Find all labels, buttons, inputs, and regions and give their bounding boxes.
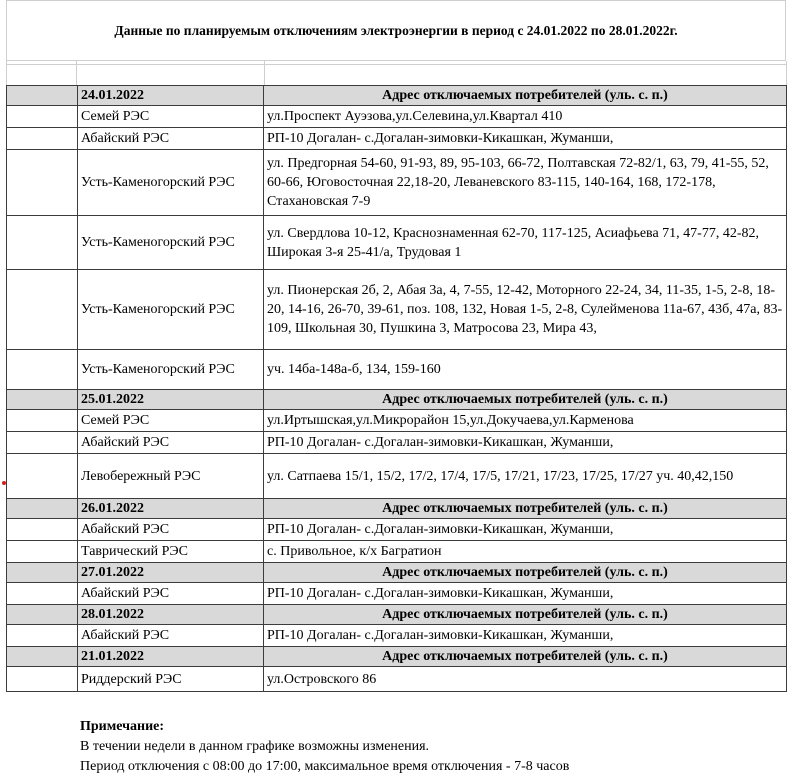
empty-cell (7, 625, 78, 647)
empty-cell (7, 410, 78, 432)
section-date: 24.01.2022 (78, 86, 264, 106)
res-name-cell: Абайский РЭС (78, 432, 264, 454)
table-row (7, 519, 787, 541)
table-row (7, 625, 787, 647)
address-cell: ул.Островского 86 (264, 667, 787, 692)
empty-cell (7, 150, 78, 216)
date-header-row (7, 605, 787, 625)
date-header-row (7, 86, 787, 106)
note-line-2: Период отключения с 08:00 до 17:00, максимальное время отключения - 7-8 часов (80, 759, 570, 774)
table-row (7, 541, 787, 563)
empty-cell (7, 541, 78, 563)
section-date: 25.01.2022 (78, 390, 264, 410)
res-name-cell: Усть-Каменогорский РЭС (78, 270, 264, 350)
note-title-row (6, 717, 787, 737)
red-marker-dot (2, 481, 6, 485)
empty-cell (7, 519, 78, 541)
res-name-cell: Риддерский РЭС (78, 667, 264, 692)
address-cell: ул. Пионерская 2б, 2, Абая 3а, 4, 7-55, 12-42, Моторного 22-24, 34, 11-35, 1-5, 2-8, 18-20, 14-16, 26-70, 39-61, поз. 108, 132, Новая 1-5, 2-8, Сулейменова 11а-67, 43б, 47а, 83-109, Школьная 30, Пушкина 3, Матросова 23, Мира 43, (264, 270, 787, 350)
empty-cell (7, 390, 78, 410)
table-row (7, 667, 787, 692)
empty-cell (7, 106, 78, 128)
outage-table (6, 85, 787, 692)
empty-cell (7, 583, 78, 605)
address-column-header: Адрес отключаемых потребителей (уль. с. п.) (264, 390, 787, 410)
note-title: Примечание: (80, 719, 165, 734)
empty-cell (7, 605, 78, 625)
address-column-header: Адрес отключаемых потребителей (уль. с. п.) (264, 605, 787, 625)
table-row (7, 128, 787, 150)
section-date: 27.01.2022 (78, 563, 264, 583)
empty-cell (7, 647, 78, 667)
res-name-cell: Семей РЭС (78, 410, 264, 432)
note-line (6, 757, 787, 777)
res-name-cell: Левобережный РЭС (78, 454, 264, 499)
empty-cell (7, 563, 78, 583)
address-cell: РП-10 Догалан- с.Догалан-зимовки-Кикашкан, Жуманши, (264, 583, 787, 605)
table-row (7, 270, 787, 350)
address-cell: ул. Свердлова 10-12, Краснознаменная 62-70, 117-125, Асиафьева 71, 47-77, 42-82, Широкая 3-я 25-41/а, Трудовая 1 (264, 216, 787, 270)
res-name-cell: Усть-Каменогорский РЭС (78, 350, 264, 390)
empty-cell (7, 128, 78, 150)
empty-cell (7, 432, 78, 454)
table-row (7, 454, 787, 499)
table-row (7, 432, 787, 454)
address-cell: ул. Сатпаева 15/1, 15/2, 17/2, 17/4, 17/5, 17/21, 17/23, 17/25, 17/27 уч. 40,42,150 (264, 454, 787, 499)
empty-cell (7, 350, 78, 390)
grid-line (6, 64, 786, 65)
grid-line (786, 61, 787, 85)
res-name-cell: Абайский РЭС (78, 625, 264, 647)
table-row (7, 583, 787, 605)
page-title: Данные по планируемым отключениям электроэнергии в период с 24.01.2022 по 28.01.2022г. (6, 0, 786, 61)
date-header-row (7, 390, 787, 410)
grid-line (6, 61, 7, 85)
address-cell: РП-10 Догалан- с.Догалан-зимовки-Кикашкан, Жуманши, (264, 432, 787, 454)
table-row (7, 216, 787, 270)
empty-cell (7, 667, 78, 692)
date-header-row (7, 563, 787, 583)
empty-cell (7, 499, 78, 519)
address-cell: ул. Предгорная 54-60, 91-93, 89, 95-103, 66-72, Полтавская 72-82/1, 63, 79, 41-55, 52, 60-66, Юговосточная 22,18-20, Леваневского 83-115, 140-164, 168, 172-178, Стахановская 7-9 (264, 150, 787, 216)
table-row (7, 410, 787, 432)
section-date: 26.01.2022 (78, 499, 264, 519)
res-name-cell: Семей РЭС (78, 106, 264, 128)
res-name-cell: Усть-Каменогорский РЭС (78, 150, 264, 216)
address-cell: ул.Проспект Ауэзова,ул.Селевина,ул.Квартал 410 (264, 106, 787, 128)
date-header-row (7, 499, 787, 519)
res-name-cell: Абайский РЭС (78, 519, 264, 541)
outage-table-body (7, 86, 787, 692)
address-cell: ул.Иртышская,ул.Микрорайон 15,ул.Докучаева,ул.Карменова (264, 410, 787, 432)
section-date: 28.01.2022 (78, 605, 264, 625)
address-column-header: Адрес отключаемых потребителей (уль. с. п.) (264, 499, 787, 519)
notes-block (6, 717, 787, 777)
address-cell: РП-10 Догалан- с.Догалан-зимовки-Кикашкан, Жуманши, (264, 128, 787, 150)
section-date: 21.01.2022 (78, 647, 264, 667)
address-column-header: Адрес отключаемых потребителей (уль. с. п.) (264, 647, 787, 667)
empty-cell (7, 270, 78, 350)
address-cell: уч. 14ба-148а-б, 134, 159-160 (264, 350, 787, 390)
date-header-row (7, 647, 787, 667)
note-line-1: В течении недели в данном графике возможны изменения. (80, 739, 430, 754)
res-name-cell: Усть-Каменогорский РЭС (78, 216, 264, 270)
address-column-header: Адрес отключаемых потребителей (уль. с. п.) (264, 86, 787, 106)
empty-cell (7, 454, 78, 499)
address-cell: с. Привольное, к/х Багратион (264, 541, 787, 563)
table-row (7, 350, 787, 390)
empty-cell (7, 86, 78, 106)
grid-line (264, 61, 265, 85)
address-cell: РП-10 Догалан- с.Догалан-зимовки-Кикашкан, Жуманши, (264, 625, 787, 647)
note-line (6, 737, 787, 757)
grid-line (76, 61, 77, 85)
address-cell: РП-10 Догалан- с.Догалан-зимовки-Кикашкан, Жуманши, (264, 519, 787, 541)
empty-cell (7, 216, 78, 270)
table-row (7, 106, 787, 128)
address-column-header: Адрес отключаемых потребителей (уль. с. п.) (264, 563, 787, 583)
table-row (7, 150, 787, 216)
res-name-cell: Абайский РЭС (78, 128, 264, 150)
res-name-cell: Таврический РЭС (78, 541, 264, 563)
res-name-cell: Абайский РЭС (78, 583, 264, 605)
